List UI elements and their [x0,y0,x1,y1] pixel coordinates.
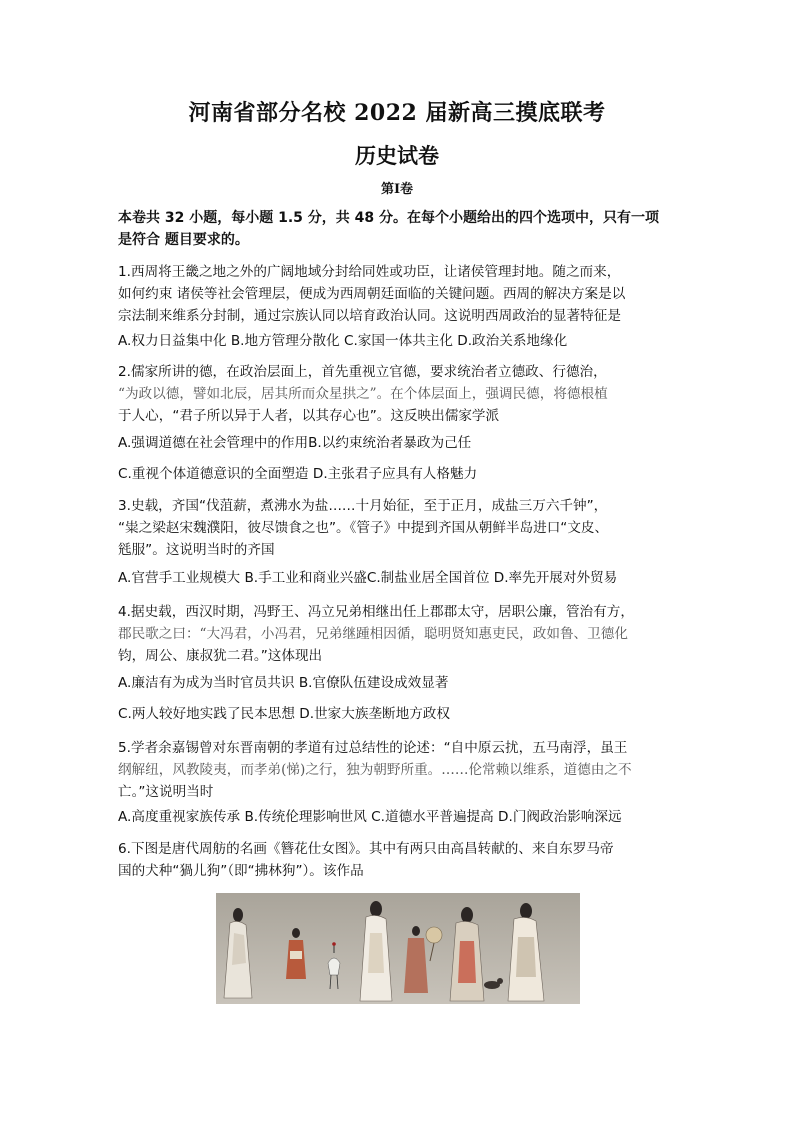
instructions [118,207,688,251]
option-line: C.两人较好地实践了民本思想 D.世家大族垄断地方政权 [118,706,450,722]
question-line: 钧，周公、康叔犹二君。”这体现出 [118,648,323,664]
question-line: “粜之梁赵宋魏濮阳，彼尽馈食之也”。《管子》中提到齐国从朝鲜半岛进口“文皮、 [118,520,609,536]
question-line: “为政以德，譬如北辰，居其所而众星拱之”。在个体层面上，强调民德，将德根植 [118,386,608,402]
option-line: A.官营手工业规模大 B.手工业和商业兴盛C.制盐业居全国首位 D.率先开展对外贸易 [118,570,618,586]
question-line: 3.史载，齐国“伐菹薪，煮沸水为盐……十月始征，至于正月，成盐三万六千钟”， [118,498,608,514]
question-line: 1.西周将王畿之地之外的广阔地域分封给同姓或功臣，让诸侯管理封地。随之而来， [118,264,621,280]
exam-title: 河南省部分名校 2022 届新高三摸底联考 [188,100,606,126]
exam-subtitle: 历史试卷 [355,143,439,168]
option-line: C.重视个体道德意识的全面塑造 D.主张君子应具有人格魅力 [118,466,478,482]
painting-figure [216,893,580,1004]
question-line: 于人心，“君子所以异于人者，以其存心也”。这反映出儒家学派 [118,408,500,424]
question-line: 5.学者余嘉锡曾对东晋南朝的孝道有过总结性的论述：“自中原云扰，五马南浮，虽王 [118,740,628,756]
question-line: 6.下图是唐代周舫的名画《簪花仕女图》。其中有两只由高昌转献的、来自东罗马帝 [118,841,614,857]
question-5-stem [118,737,688,803]
question-line: 亡。”这说明当时 [118,784,214,800]
question-3-stem [118,495,688,561]
question-3-options [118,567,688,589]
question-line: 2.儒家所讲的德，在政治层面上，首先重视立官德，要求统治者立德政、行德治， [118,364,607,380]
question-1-options [118,330,688,352]
instructions-line: 本卷共 32 小题，每小题 1.5 分，共 48 分。在每个小题给出的四个选项中，只有一项 [118,210,660,226]
option-line: A.廉洁有为成为当时官员共识 B.官僚队伍建设成效显著 [118,675,449,691]
question-4-options [118,703,688,725]
section-label: 第Ⅰ卷 [380,182,414,197]
question-line: 毤服”。这说明当时的齐国 [118,542,275,558]
option-line: A.权力日益集中化 B.地方管理分散化 C.家国一体共主化 D.政治关系地缘化 [118,333,568,349]
question-line: 如何约束 诸侯等社会管理层，便成为西周朝廷面临的关键问题。西周的解决方案是以 [118,286,626,302]
question-line: 郡民歌之曰：“大冯君，小冯君，兄弟继踵相因循，聪明贤知惠吏民，政如鲁、卫德化 [118,626,628,642]
option-line: A.高度重视家族传承 B.传统伦理影响世风 C.道德水平普遍提高 D.门阀政治影响深远 [118,809,622,825]
question-line: 纲解纽，风教陵夷，而孝弟(悌)之行，独为朝野所重。……伦常赖以维系，道德由之不 [118,762,632,778]
question-2-options [118,432,688,454]
instructions-line: 是符合 题目要求的。 [118,232,249,248]
option-line: A.强调道德在社会管理中的作用B.以约束统治者暴政为己任 [118,435,472,451]
question-1-stem [118,261,688,327]
question-6-stem [118,838,688,882]
question-line: 4.据史载，西汉时期，冯野王、冯立兄弟相继出任上郡郡太守，居职公廉，管治有方， [118,604,634,620]
painting-illustration [216,893,580,1004]
question-4-options [118,672,688,694]
question-line: 宗法制来维系分封制，通过宗族认同以培育政治认同。这说明西周政治的显著特征是 [118,308,621,324]
question-4-stem [118,601,688,667]
question-5-options [118,806,688,828]
question-line: 国的犬种“猧儿狗”（即“拂林狗”）。该作品 [118,863,364,879]
question-2-options [118,463,688,485]
question-2-stem [118,361,688,427]
